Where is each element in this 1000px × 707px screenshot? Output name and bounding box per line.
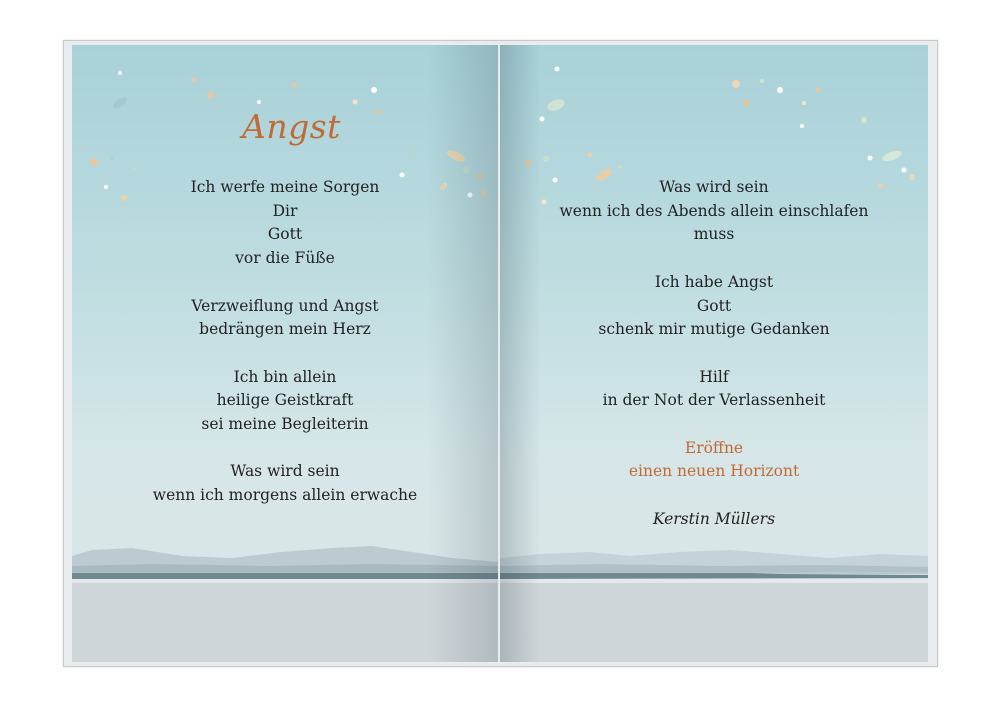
verse-line: bedrängen mein Herz <box>199 320 371 339</box>
stanza <box>500 271 928 342</box>
verse-line-highlight: einen neuen Horizont <box>628 462 800 481</box>
verse-line: wenn ich morgens allein erwache <box>152 486 418 505</box>
verse-line: Ich bin allein <box>233 367 337 386</box>
verse-line: vor die Füße <box>235 249 335 268</box>
stanza <box>72 366 498 437</box>
left-page <box>72 45 498 662</box>
poem-title: Angst <box>242 107 341 146</box>
open-book <box>63 40 938 667</box>
verse-line: Dir <box>272 201 298 220</box>
verse-line: Verzweiflung und Angst <box>191 296 379 315</box>
verse-line: Gott <box>267 225 303 244</box>
verse-line: Was wird sein <box>230 462 340 481</box>
verse-line: Ich werfe meine Sorgen <box>190 178 380 196</box>
verse-line: schenk mir mutige Gedanken <box>598 320 830 339</box>
stanza <box>72 176 498 271</box>
stanza <box>72 295 498 342</box>
stanza <box>500 366 928 413</box>
verse-line: muss <box>693 225 735 244</box>
verse-line: Was wird sein <box>659 178 769 196</box>
verse-line: Ich habe Angst <box>654 272 774 291</box>
highlight-stanza <box>500 437 928 484</box>
verse-line: sei meine Begleiterin <box>201 415 369 433</box>
verse-line: Gott <box>696 296 732 315</box>
verse-line-highlight: Eröffne <box>684 438 744 457</box>
poem-text-right <box>500 176 928 555</box>
stanza <box>500 176 928 247</box>
poem-text-left <box>72 176 498 531</box>
author-name: Kerstin Müllers <box>652 509 776 528</box>
stanza <box>72 460 498 507</box>
verse-line: Hilf <box>699 367 729 386</box>
verse-line: heilige Geistkraft <box>216 391 354 410</box>
verse-line: wenn ich des Abends allein einschlafen <box>559 201 869 220</box>
verse-line: in der Not der Verlassenheit <box>602 391 826 410</box>
right-page <box>500 45 928 662</box>
